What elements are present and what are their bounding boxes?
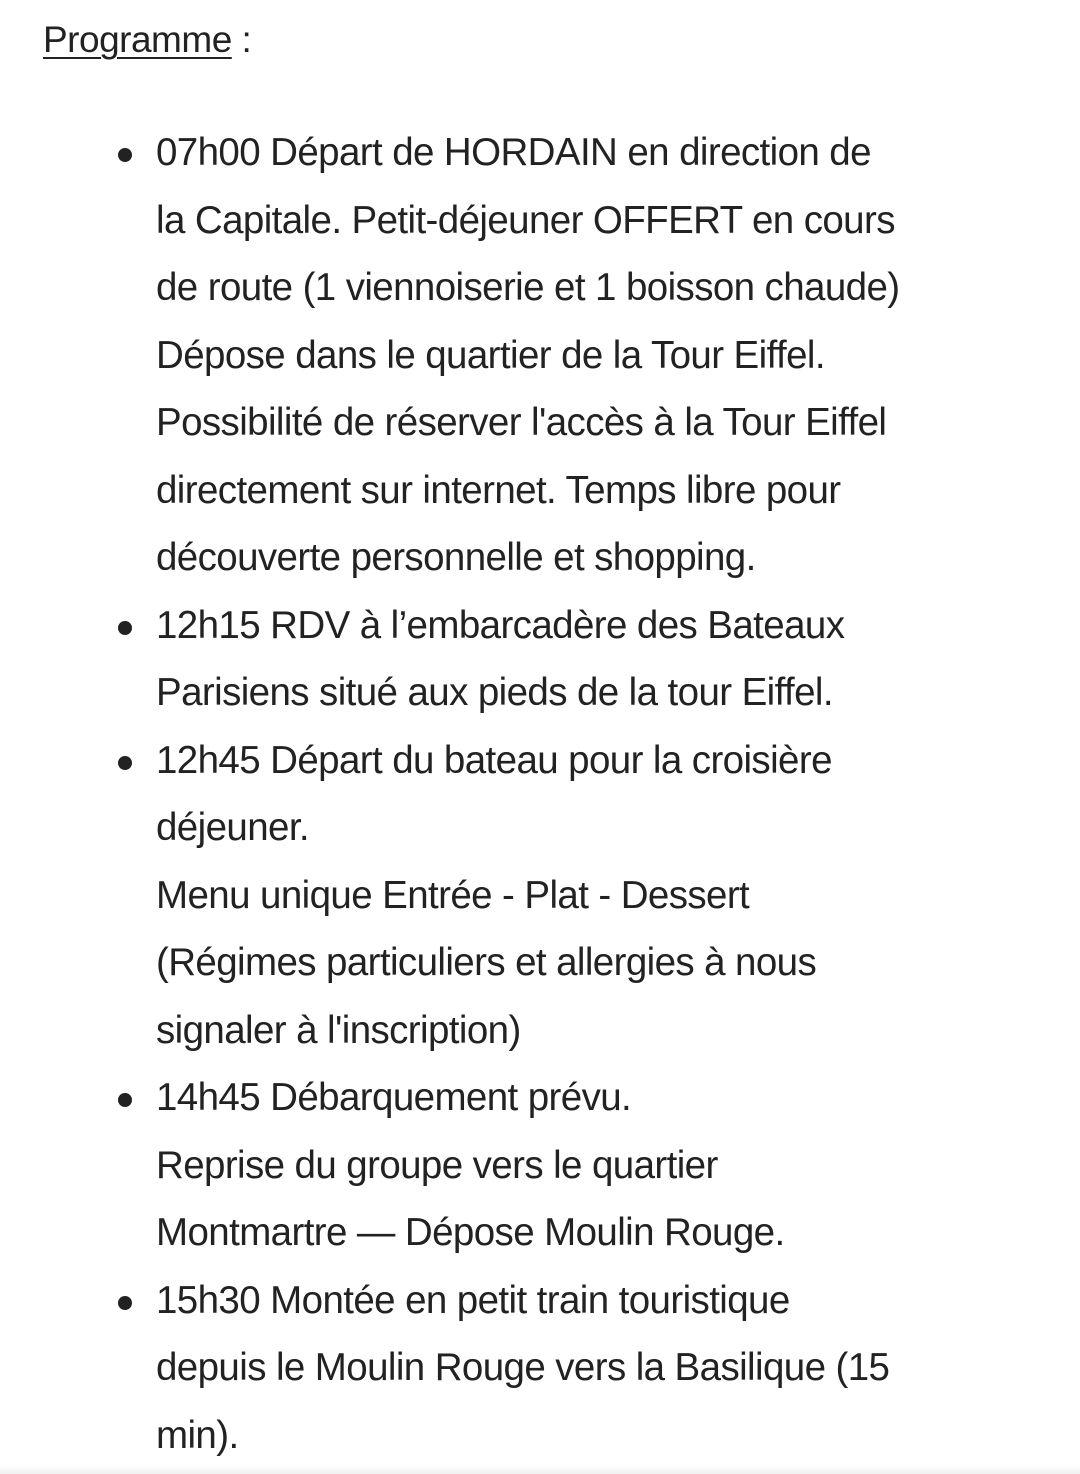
itinerary-item-1445	[0, 1064, 1080, 1267]
bullet-icon	[118, 621, 132, 635]
itinerary-line: min).	[156, 1413, 239, 1457]
itinerary-line: découverte personnelle et shopping.	[156, 536, 756, 579]
itinerary-line: signaler à l'inscription)	[156, 1008, 521, 1052]
itinerary-line: depuis le Moulin Rouge vers la Basilique (15	[156, 1346, 890, 1389]
itinerary-item-1215	[0, 592, 1080, 727]
itinerary-line: 14h45 Débarquement prévu.	[156, 1076, 632, 1119]
bottom-edge-shadow	[0, 1466, 1080, 1474]
itinerary-item-0700	[0, 119, 1080, 592]
itinerary-item-1530	[0, 1267, 1080, 1470]
programme-heading	[43, 14, 251, 66]
itinerary-line: 12h45 Départ du bateau pour la croisière	[156, 738, 832, 782]
itinerary-line: Dépose dans le quartier de la Tour Eiffel.	[156, 333, 825, 377]
itinerary-item-1245	[0, 727, 1080, 1065]
itinerary-line: déjeuner.	[156, 806, 310, 849]
programme-heading-colon: :	[231, 19, 252, 60]
itinerary-line: Possibilité de réserver l'accès à la Tour Eiffel	[156, 401, 887, 444]
programme-heading-label: Programme	[43, 19, 232, 60]
itinerary-line: la Capitale. Petit-déjeuner OFFERT en cours	[156, 198, 895, 242]
itinerary-list	[0, 119, 1080, 1469]
itinerary-line: Parisiens situé aux pieds de la tour Eiffel.	[156, 671, 833, 714]
itinerary-line: de route (1 viennoiserie et 1 boisson chaude)	[156, 266, 900, 309]
itinerary-line: 15h30 Montée en petit train touristique	[156, 1278, 790, 1322]
itinerary-line: 12h15 RDV à l’embarcadère des Bateaux	[156, 603, 845, 647]
bullet-icon	[118, 1093, 132, 1107]
bullet-icon	[118, 1296, 132, 1310]
itinerary-line: Menu unique Entrée - Plat - Dessert	[156, 873, 750, 917]
bullet-icon	[118, 148, 132, 162]
itinerary-line: Montmartre — Dépose Moulin Rouge.	[156, 1211, 785, 1254]
itinerary-line: 07h00 Départ de HORDAIN en direction de	[156, 131, 871, 174]
itinerary-line: Reprise du groupe vers le quartier	[156, 1143, 718, 1187]
itinerary-line: directement sur internet. Temps libre pour	[156, 468, 841, 512]
bullet-icon	[118, 756, 132, 770]
itinerary-line: (Régimes particuliers et allergies à nous	[156, 941, 817, 984]
